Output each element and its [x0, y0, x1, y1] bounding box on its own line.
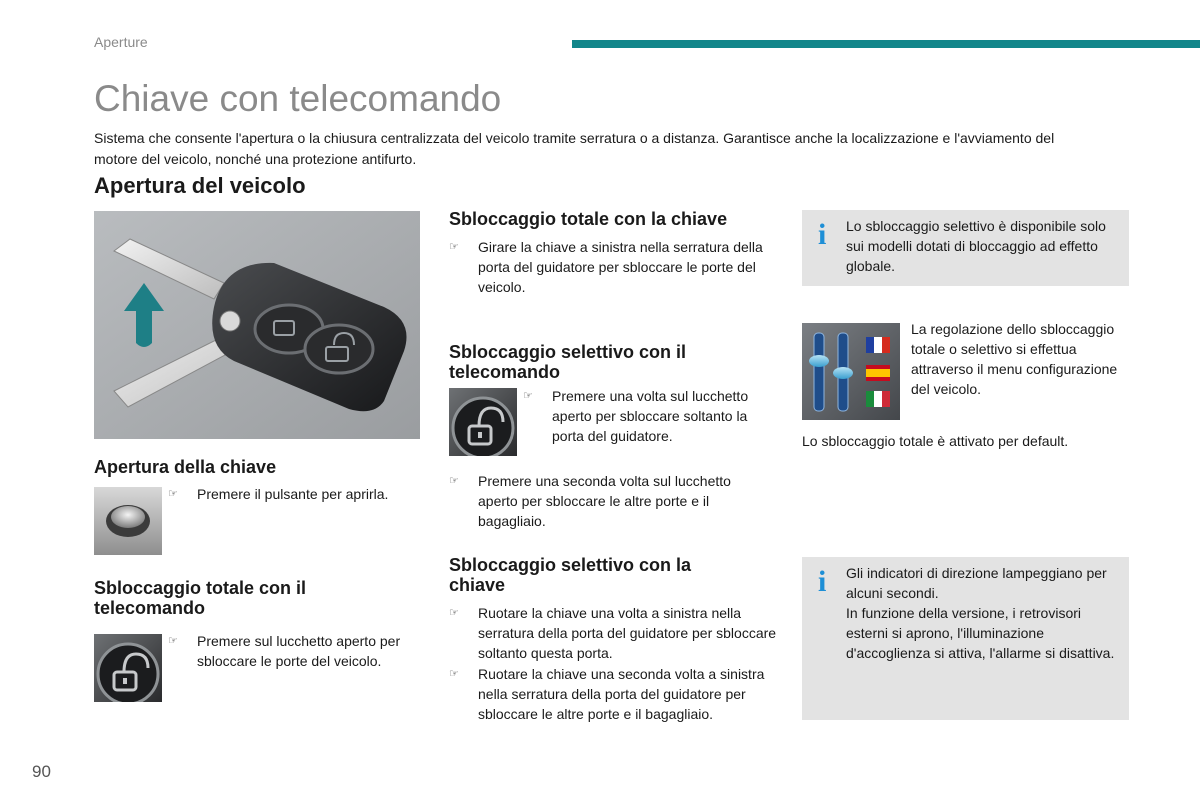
info-icon: i	[818, 565, 827, 598]
heading-apertura-chiave: Apertura della chiave	[94, 457, 277, 477]
folding-key-photo	[94, 211, 420, 439]
bullet-mark: ☞	[449, 607, 459, 619]
header-accent-bar	[572, 40, 1200, 48]
info-box-selettivo	[802, 210, 1129, 286]
heading-sbloccaggio-totale-chiave: Sbloccaggio totale con la chiave	[449, 209, 728, 229]
bullet-text: Premere una volta sul lucchetto aperto per sbloccare soltanto la porta del guidatore.	[552, 388, 749, 444]
bullet-text: Premere il pulsante per aprirla.	[197, 486, 389, 502]
page-number: 90	[32, 762, 51, 781]
info-icon: i	[818, 218, 827, 251]
key-release-button-icon	[94, 487, 162, 555]
heading-sbloccaggio-selettivo-chiave: Sbloccaggio selettivo con la chiave	[449, 555, 692, 595]
info-line-2: In funzione della versione, i retrovisori esterni si aprono, l'illuminazione d'accoglienza si attiva, l'allarme si disattiva.	[846, 605, 1115, 661]
bullet-mark: ☞	[168, 488, 178, 500]
default-note: Lo sbloccaggio totale è attivato per default.	[802, 433, 1069, 449]
bullet-text: Ruotare la chiave una seconda volta a sinistra nella serratura della porta del guidatore per sbloccare le altre porte e il bagagliaio.	[478, 666, 765, 722]
bullet-mark: ☞	[523, 390, 533, 402]
bullet-text: Girare la chiave a sinistra nella serratura della porta del guidatore per sbloccare le porte del veicolo.	[478, 239, 763, 295]
bullet-text: Ruotare la chiave una volta a sinistra nella serratura della porta del guidatore per sbloccare soltanto questa porta.	[478, 605, 777, 661]
heading-sbloccaggio-totale-telecomando: Sbloccaggio totale con il telecomando	[94, 578, 307, 618]
bullet-sbloccaggio-totale-chiave	[449, 237, 774, 297]
configuration-menu-icon	[802, 323, 900, 420]
bullet-mark: ☞	[449, 241, 459, 253]
intro-paragraph: Sistema che consente l'apertura o la chiusura centralizzata del veicolo tramite serratura o a distanza. Garantisce anche la localizzazione e l'avviamento del motore del veicolo, nonché una protezione antifurto.	[94, 130, 1055, 167]
settings-text: La regolazione dello sbloccaggio totale o selettivo si effettua attraverso il menu configurazione del veicolo.	[911, 321, 1118, 397]
bullet-selettivo-telecomando-1	[523, 386, 775, 446]
bullet-sbloccaggio-totale-telecomando	[168, 631, 408, 671]
bullet-selettivo-chiave-1	[449, 603, 779, 663]
bullet-selettivo-telecomando-2	[449, 471, 774, 531]
page-title: Chiave con telecomando	[94, 78, 502, 119]
open-padlock-button-icon	[449, 388, 517, 456]
bullet-mark: ☞	[449, 668, 459, 680]
bullet-text: Premere sul lucchetto aperto per sbloccare le porte del veicolo.	[197, 633, 401, 669]
info-text	[846, 563, 1117, 663]
bullet-selettivo-chiave-2	[449, 664, 779, 724]
heading-sbloccaggio-selettivo-telecomando: Sbloccaggio selettivo con il telecomando	[449, 342, 687, 382]
info-text: Lo sbloccaggio selettivo è disponibile solo sui modelli dotati di bloccaggio ad effetto globale.	[846, 218, 1106, 274]
bullet-mark: ☞	[449, 475, 459, 487]
info-line-1: Gli indicatori di direzione lampeggiano per alcuni secondi.	[846, 565, 1107, 601]
open-padlock-button-icon	[94, 634, 162, 702]
section-label: Aperture	[94, 34, 148, 50]
heading-apertura-veicolo: Apertura del veicolo	[94, 173, 306, 198]
bullet-apertura-chiave	[168, 484, 418, 504]
info-box-indicatori	[802, 557, 1129, 720]
bullet-mark: ☞	[168, 635, 178, 647]
bullet-text: Premere una seconda volta sul lucchetto aperto per sbloccare le altre porte e il bagagliaio.	[478, 473, 731, 529]
